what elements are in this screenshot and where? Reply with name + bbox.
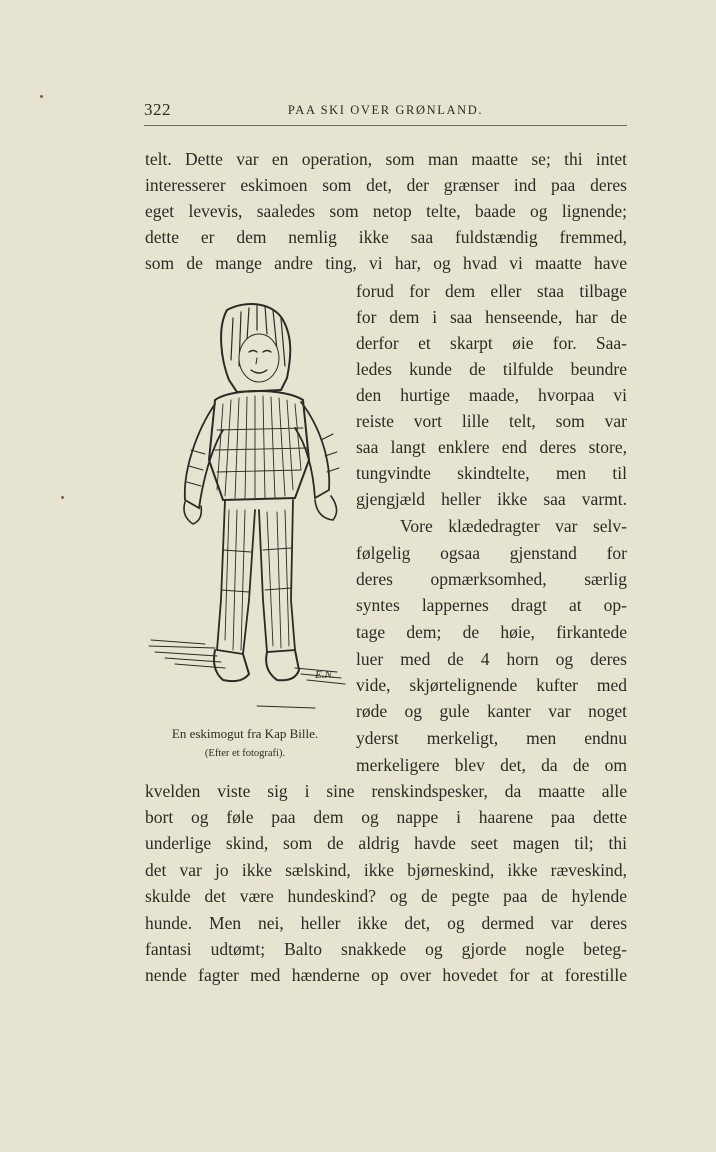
text-line: tage dem; de høie, firkantede [356, 622, 627, 642]
text-line: tungvindte skindtelte, men til [356, 463, 627, 483]
page-number: 322 [144, 100, 171, 119]
text-line: yderst merkeligt, men endnu [356, 728, 627, 748]
paper-speck [40, 95, 43, 98]
text-line: ledes kunde de tilfulde beundre [356, 359, 627, 379]
text-line: merkeligere blev det, da de om [356, 755, 627, 775]
text-line: reiste vort lille telt, som var [356, 411, 627, 431]
text-line: saa langt enklere end deres store, [356, 437, 627, 457]
text-line: som de mange andre ting, vi har, og hvad vi maatte have [145, 253, 627, 273]
text-line: den hurtige maade, hvorpaa vi [356, 385, 627, 405]
paper-speck [61, 496, 64, 499]
figure-credit: (Efter et fotografi). [204, 748, 286, 759]
text-line: telt. Dette var en operation, som man maatte se; thi intet [145, 149, 627, 169]
text-line: følgelig ogsaa gjenstand for [356, 543, 627, 563]
text-line: interesserer eskimoen som det, der grænser ind paa deres [145, 175, 627, 195]
text-line: hunde. Men nei, heller ikke det, og dermed var deres [145, 913, 627, 933]
eskimo-boy-illustration [145, 300, 350, 720]
artist-signature: E.N. [315, 669, 335, 681]
text-line: skulde det være hundeskind? og de pegte paa de hylende [145, 886, 627, 906]
text-line: bort og føle paa dem og nappe i haarene paa dette [145, 807, 627, 827]
text-line: dette er dem nemlig ikke saa fuldstændig fremmed, [145, 227, 627, 247]
running-title: PAA SKI OVER GRØNLAND. [287, 103, 484, 117]
text-line: syntes lappernes dragt at op- [356, 595, 627, 615]
text-line: nende fagter med hænderne op over hovedet for at forestille [145, 965, 627, 985]
figure-caption: En eskimogut fra Kap Bille. [171, 726, 319, 741]
text-line: deres opmærksomhed, særlig [356, 569, 627, 589]
text-line: røde og gule kanter var noget [356, 701, 627, 721]
text-line: for dem i saa henseende, har de [356, 307, 627, 327]
text-line: fantasi udtømt; Balto snakkede og gjorde nogle beteg- [145, 939, 627, 959]
text-line: underlige skind, som de aldrig havde seet magen til; thi [145, 833, 627, 853]
text-line: vide, skjørtelignende kufter med [356, 675, 627, 695]
text-line: forud for dem eller staa tilbage [356, 281, 627, 301]
text-line: det var jo ikke sælskind, ikke bjørneskind, ikke ræveskind, [145, 860, 627, 880]
text-line: eget levevis, saaledes som netop telte, baade og lignende; [145, 201, 627, 221]
text-line: kvelden viste sig i sine renskindspesker, da maatte alle [145, 781, 627, 801]
text-line: luer med de 4 horn og deres [356, 649, 627, 669]
text-line: Vore klædedragter var selv- [400, 516, 627, 536]
text-line: derfor et skarpt øie for. Saa- [356, 333, 627, 353]
text-line: gjengjæld heller ikke saa varmt. [356, 489, 627, 509]
page-header [144, 100, 627, 124]
header-rule [144, 125, 627, 126]
